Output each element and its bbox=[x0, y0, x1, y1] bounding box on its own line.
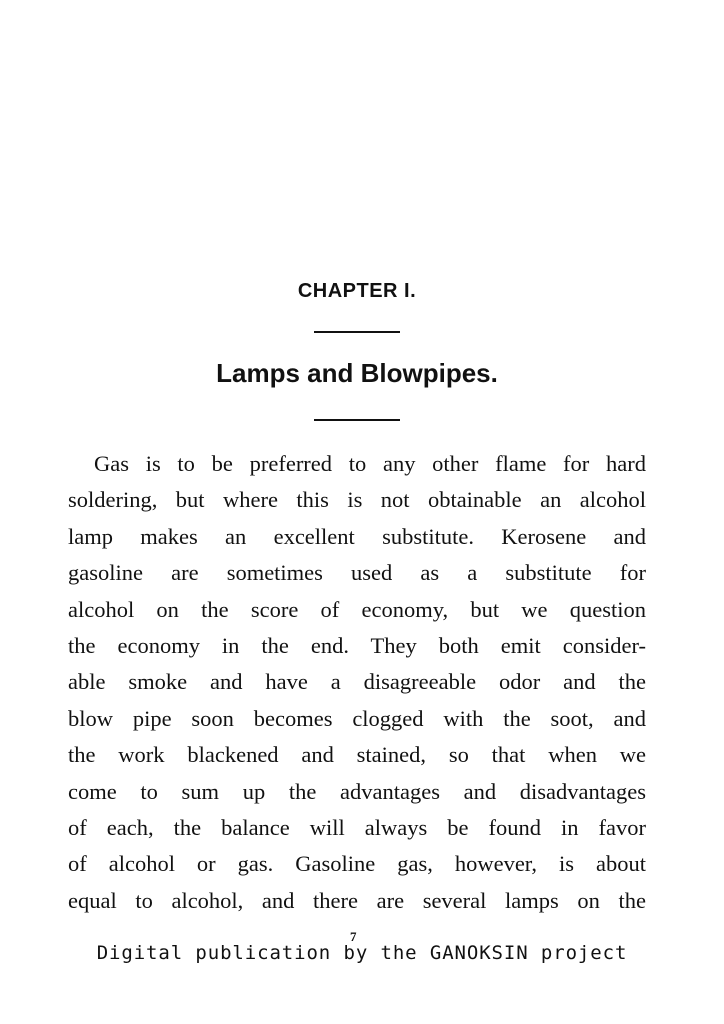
paragraph-line: gasoline are sometimes used as a substitute for bbox=[68, 560, 646, 586]
paragraph-line: come to sum up the advantages and disadvantages bbox=[68, 778, 646, 804]
footer-credit: Digital publication by the GANOKSIN project bbox=[96, 942, 628, 964]
paragraph-line: soldering, but where this is not obtainable an alcohol bbox=[68, 487, 646, 513]
paragraph-line: the economy in the end. They both emit consider- bbox=[68, 633, 646, 659]
paragraph-line: able smoke and have a disagreeable odor and the bbox=[68, 669, 646, 695]
page-number: 7 bbox=[350, 929, 357, 944]
paragraph-line: of each, the balance will always be found in favor bbox=[68, 815, 646, 841]
paragraph-line: lamp makes an excellent substitute. Kerosene and bbox=[68, 523, 646, 549]
chapter-heading: CHAPTER I. bbox=[297, 280, 417, 302]
paragraph-line: alcohol on the score of economy, but we question bbox=[68, 596, 646, 622]
paragraph-line: the work blackened and stained, so that when we bbox=[68, 742, 646, 768]
chapter-title: Lamps and Blowpipes. bbox=[216, 358, 498, 388]
title-rule-bottom bbox=[314, 419, 400, 421]
paragraph-line: Gas is to be preferred to any other flame for hard bbox=[94, 451, 646, 476]
paragraph-line: of alcohol or gas. Gasoline gas, however, is about bbox=[68, 851, 646, 877]
body-paragraph bbox=[68, 446, 646, 919]
paragraph-line: equal to alcohol, and there are several lamps on the bbox=[68, 887, 646, 913]
title-rule-top bbox=[314, 331, 400, 333]
paragraph-line: blow pipe soon becomes clogged with the soot, and bbox=[68, 705, 646, 731]
